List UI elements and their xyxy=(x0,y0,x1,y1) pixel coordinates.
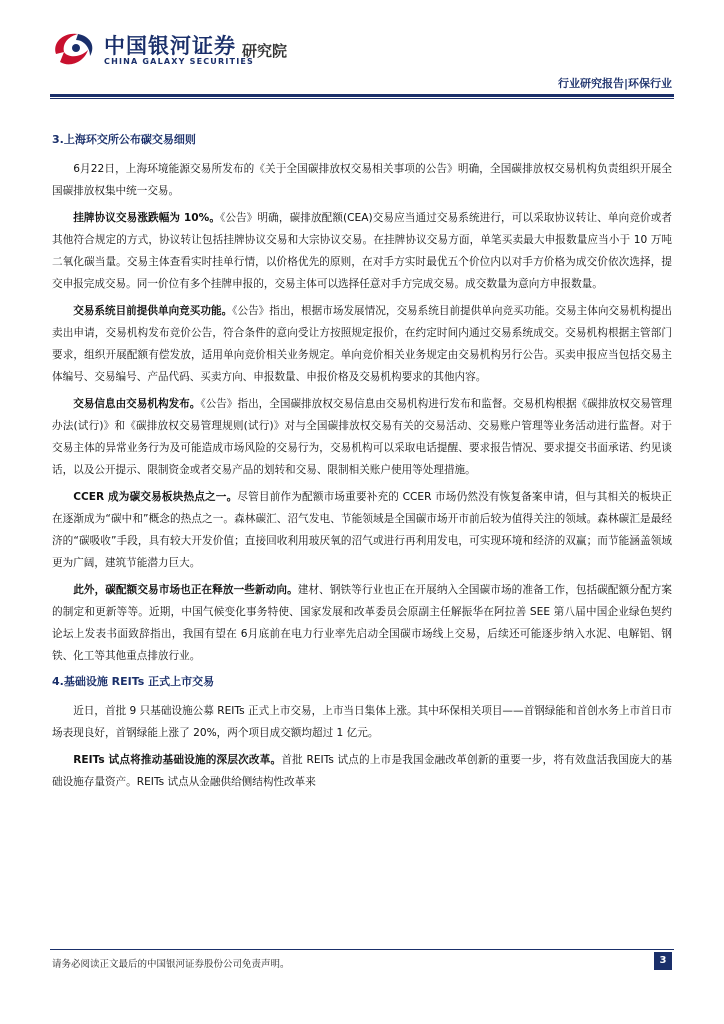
disclaimer-note: 请务必阅读正文最后的中国银河证券股份公司免责声明。 xyxy=(52,959,290,970)
paragraph-lead: 挂牌协议交易涨跌幅为 10%。 xyxy=(73,212,221,224)
page-number: 3 xyxy=(654,952,672,970)
paragraph: 交易信息由交易机构发布。《公告》指出，全国碳排放权交易信息由交易机构进行发布和监督。交易机构根据《碳排放权交易管理办法(试行)》和《碳排放权交易管理规则(试行)》对与全国碳排放权交易有关的交易活动、交易账户管理等业务活动进行监督。对于交易主体的异常业务行为及可能造成市场风险的交易行为，交易机构可以采取电话提醒、要求报告情况、要求提交书面承诺、约见谈话，以及公开提示、限制资金或者交易产品的划转和交易、限制相关账户使用等处理措施。 xyxy=(52,398,672,476)
header-divider xyxy=(50,94,674,99)
paragraph: 近日，首批 9 只基础设施公募 REITs 正式上市交易，上市当日集体上涨。其中环保相关项目——首钢绿能和首创水务上市首日市场表现良好，首钢绿能上涨了 20%，两个项目成交额均超过 1 亿元。 xyxy=(52,705,672,739)
brand-name-cn: 中国银河证券 xyxy=(104,34,236,58)
main-content xyxy=(52,130,672,798)
paragraph: REITs 试点将推动基础设施的深层次改革。首批 REITs 试点的上市是我国金融改革创新的重要一步，将有效盘活我国庞大的基础设施存量资产。REITs 试点从金融供给侧结构性改革来 xyxy=(52,754,672,788)
footer-divider xyxy=(50,949,674,950)
paragraph: 交易系统目前提供单向竞买功能。《公告》指出，根据市场发展情况，交易系统目前提供单向竞买功能。交易主体向交易机构提出卖出申请，交易机构发布竞价公告，符合条件的意向受让方按照规定报价，在约定时间内通过交易系统成交。交易机构根据主管部门要求，组织开展配额有偿发放，适用单向竞价相关业务规定。单向竞价相关业务规定由交易机构另行公告。买卖申报应当包括交易主体编号、交易编号、产品代码、买卖方向、申报数量、申报价格及交易机构要求的其他内容。 xyxy=(52,305,673,383)
section-heading-4: 4.基础设施 REITs 正式上市交易 xyxy=(52,675,215,688)
paragraph: 此外，碳配额交易市场也正在释放一些新动向。建材、钢铁等行业也正在开展纳入全国碳市场的准备工作，包括碳配额分配方案的制定和更新等等。近期，中国气候变化事务特使、国家发展和改革委员会原副主任解振华在阿拉善 SEE 第八届中国企业绿色契约论坛上发表书面致辞指出，我国有望在 6月底前在电力行业率先启动全国碳市场线上交易，后续还可能逐步纳入水泥、电解铝、钢铁、化工等其他重点排放行业。 xyxy=(52,584,672,662)
paragraph-lead: 此外，碳配额交易市场也正在释放一些新动向。 xyxy=(73,584,298,596)
institute-label: 研究院 xyxy=(242,42,288,60)
paragraph-lead: 交易信息由交易机构发布。 xyxy=(73,398,201,410)
paragraph: 6月22日，上海环境能源交易所发布的《关于全国碳排放权交易相关事项的公告》明确，全国碳排放权交易机构负责组织开展全国碳排放权集中统一交易。 xyxy=(52,163,672,197)
paragraph: CCER 成为碳交易板块热点之一。尽管目前作为配额市场重要补充的 CCER 市场仍然没有恢复备案申请，但与其相关的板块正在逐渐成为“碳中和”概念的热点之一。森林碳汇、沼气发电、节能领域是全国碳市场开市前后较为值得关注的领域。森林碳汇是最经济的“碳吸收”手段，具有较大开发价值；直接回收利用玻厌氧的沼气或进行再利用发电，可实现环境和经济的双赢；而节能涵盖领域更为广阔，建筑节能潜力巨大。 xyxy=(52,491,672,569)
paragraph: 挂牌协议交易涨跌幅为 10%。《公告》明确，碳排放配额(CEA)交易应当通过交易系统进行，可以采取协议转让、单向竞价或者其他符合规定的方式，协议转让包括挂牌协议交易和大宗协议交易。在挂牌协议交易方面，单笔买卖最大申报数量应当小于 10 万吨二氧化碳当量。交易主体查看实时挂单行情，以价格优先的原则，在对手方实时最优五个价位内以对手方价格为成交价依次选择，提交申报完成交易。同一价位有多个挂牌申报的，交易主体可以选择任意对手方完成交易。成交数量为意向方申报数量。 xyxy=(52,212,672,290)
paragraph-lead: CCER 成为碳交易板块热点之一。 xyxy=(73,491,238,503)
section-heading-3: 3.上海环交所公布碳交易细则 xyxy=(52,133,196,146)
galaxy-logo-icon xyxy=(50,28,98,70)
paragraph-lead: 交易系统目前提供单向竞买功能。 xyxy=(73,305,233,317)
brand-name-en: CHINA GALAXY SECURITIES xyxy=(104,57,254,66)
report-type: 行业研究报告|环保行业 xyxy=(557,77,672,90)
paragraph-lead: REITs 试点将推动基础设施的深层次改革。 xyxy=(73,754,282,766)
